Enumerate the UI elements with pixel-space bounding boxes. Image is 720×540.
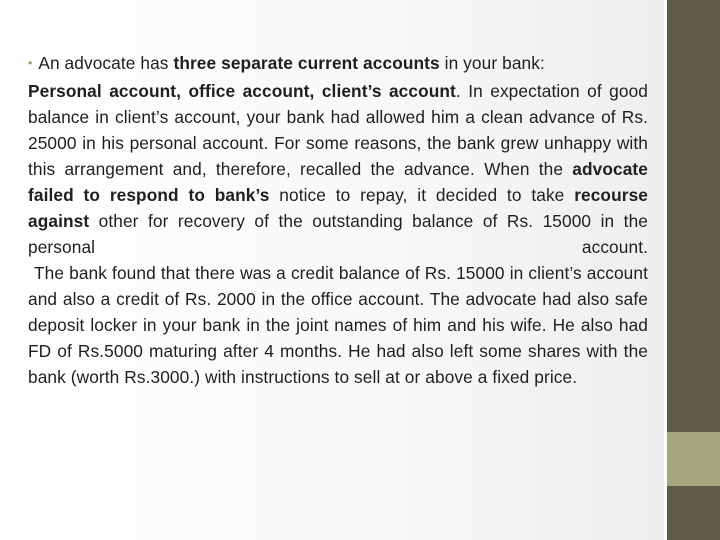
text-run: in your bank: bbox=[439, 53, 545, 73]
text-run: An advocate has bbox=[38, 53, 174, 73]
paragraph-2: The bank found that there was a credit balance of Rs. 15000 in client’s account and also a credit of Rs. 2000 in the office account. The advocate had also safe deposit locker in your bank in the joint names of him and his wife. He also had FD of Rs.5000 maturing after 4 months. He had also left some shares with the bank (worth Rs.3000.) with instructions to sell at or above a fixed price. bbox=[28, 263, 648, 387]
bold-text-run: recourse against bbox=[28, 185, 648, 231]
text-run: notice to repay, it decided to take bbox=[269, 185, 575, 205]
paragraph-1 bbox=[28, 78, 648, 260]
bullet-icon: • bbox=[28, 56, 33, 70]
bullet-line bbox=[28, 50, 648, 78]
text-run: . In expectation of good balance in client’s account, your bank had allowed him a clean advance of Rs. 25000 in his personal account. For some reasons, the bank grew unhappy with this arrangement and, therefore, recalled the advance. When the bbox=[28, 81, 648, 179]
sidebar-accent-block bbox=[667, 432, 720, 486]
bold-text-run: advocate failed to respond to bank’s bbox=[28, 159, 648, 205]
slide-body bbox=[28, 50, 648, 390]
bold-text-run: Personal account, office account, client’s account bbox=[28, 81, 456, 101]
text-run: other for recovery of the outstanding balance of Rs. 15000 in the personal account. bbox=[28, 211, 648, 257]
bold-text-run: three separate current accounts bbox=[173, 53, 440, 73]
